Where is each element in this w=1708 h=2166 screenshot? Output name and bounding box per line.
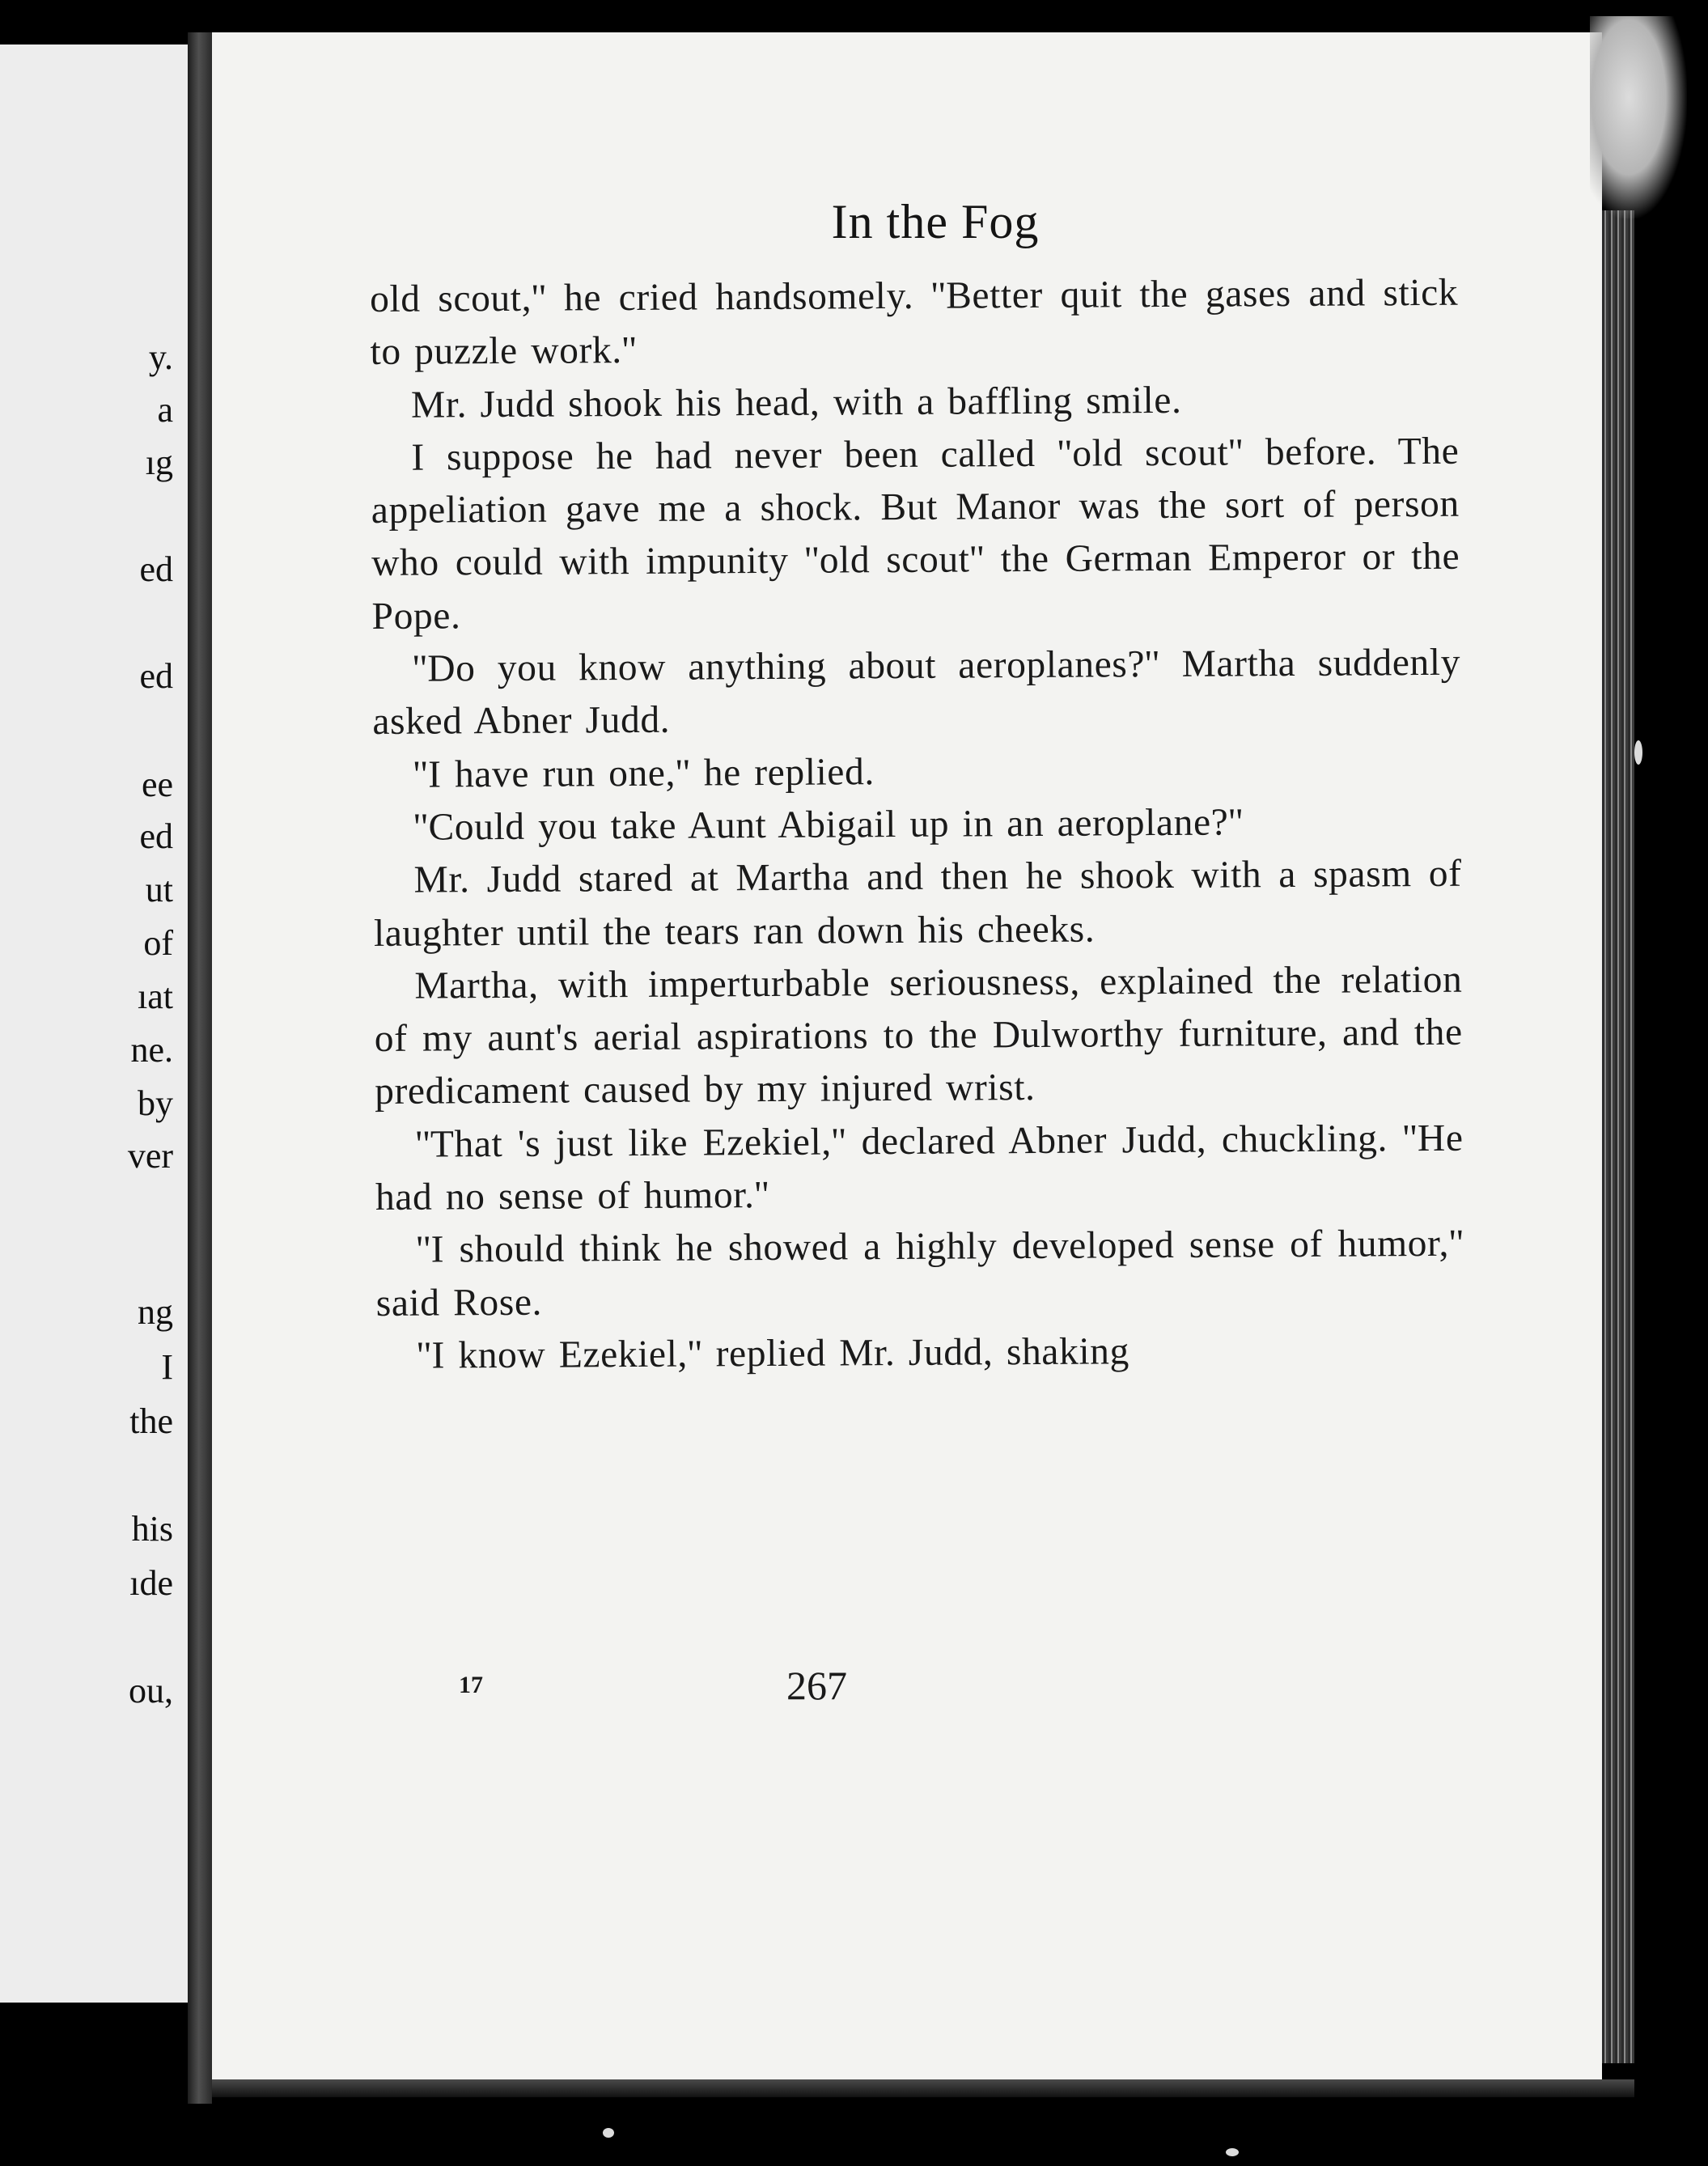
facing-page-line-fragment: ee xyxy=(141,765,173,804)
facing-page-line-fragment: by xyxy=(138,1083,173,1123)
paragraph: ''I should think he showed a highly developed sense of humor,'' said Rose. xyxy=(375,1223,1464,1325)
facing-page-line-fragment: ng xyxy=(138,1292,173,1332)
book-page xyxy=(212,32,1602,2079)
book-gutter xyxy=(188,32,212,2104)
facing-page-line-fragment: the xyxy=(129,1401,173,1441)
page-edges xyxy=(1602,210,1634,2063)
dust-speck xyxy=(1634,740,1642,765)
facing-page-line-fragment: of xyxy=(143,923,173,963)
paragraph: ''That 's just like Ezekiel,'' declared Abner Judd, chuckling. ''He had no sense of humor.'' xyxy=(375,1117,1464,1219)
paragraph: ''I have run one,'' he replied. xyxy=(413,750,875,796)
facing-page-line-fragment: ed xyxy=(139,549,173,589)
signature-mark: 17 xyxy=(459,1672,483,1698)
facing-page-line-fragment: ed xyxy=(139,816,173,856)
paragraph: ''Could you take Aunt Abigail up in an aeroplane?'' xyxy=(413,801,1244,849)
paragraph: old scout,'' he cried handsomely. ''Better quit the gases and stick to puzzle work.'' xyxy=(370,271,1459,374)
paragraph: ''I know Ezekiel,'' replied Mr. Judd, shaking xyxy=(417,1330,1130,1377)
book-binding-edge xyxy=(212,2079,1634,2097)
paragraph: Mr. Judd stared at Martha and then he shook with a spasm of laughter until the tears ran down his cheeks. xyxy=(373,853,1462,955)
facing-page-line-fragment: y. xyxy=(148,337,173,377)
facing-page-line-fragment: a xyxy=(157,390,173,430)
facing-page-line-fragment: ıat xyxy=(138,977,173,1016)
facing-page-line-fragment: ıde xyxy=(129,1563,173,1603)
paragraph: Martha, with imperturbable seriousness, explained the relation of my aunt's aerial aspirations to the Dulworthy furniture, and the predicament caused by my injured wrist. xyxy=(374,958,1463,1113)
torn-corner xyxy=(1590,16,1687,218)
facing-page-line-fragment: ıg xyxy=(145,443,173,482)
paragraph: ''Do you know anything about aeroplanes?'' Martha suddenly asked Abner Judd. xyxy=(372,641,1461,744)
facing-page-line-fragment: ed xyxy=(139,656,173,696)
facing-page-line-fragment: I xyxy=(161,1347,173,1387)
facing-page xyxy=(0,45,188,2003)
dust-speck xyxy=(1226,2148,1239,2156)
facing-page-line-fragment: ver xyxy=(127,1136,173,1176)
facing-page-line-fragment: his xyxy=(131,1509,173,1549)
facing-page-line-fragment: ut xyxy=(145,870,173,909)
page-number: 267 xyxy=(786,1663,847,1708)
paragraph: I suppose he had never been called ''old scout'' before. The appeliation gave me a shock. But Manor was the sort of person who could with impunity ''old scout'' the German Emperor or the Pope. xyxy=(371,430,1460,638)
facing-page-line-fragment: ne. xyxy=(130,1030,173,1070)
running-head: In the Fog xyxy=(831,195,1040,248)
dust-speck xyxy=(603,2128,614,2138)
paragraph: Mr. Judd shook his head, with a baffling smile. xyxy=(410,379,1182,426)
facing-page-line-fragment: ou, xyxy=(129,1671,173,1710)
body-text xyxy=(370,267,1464,1383)
